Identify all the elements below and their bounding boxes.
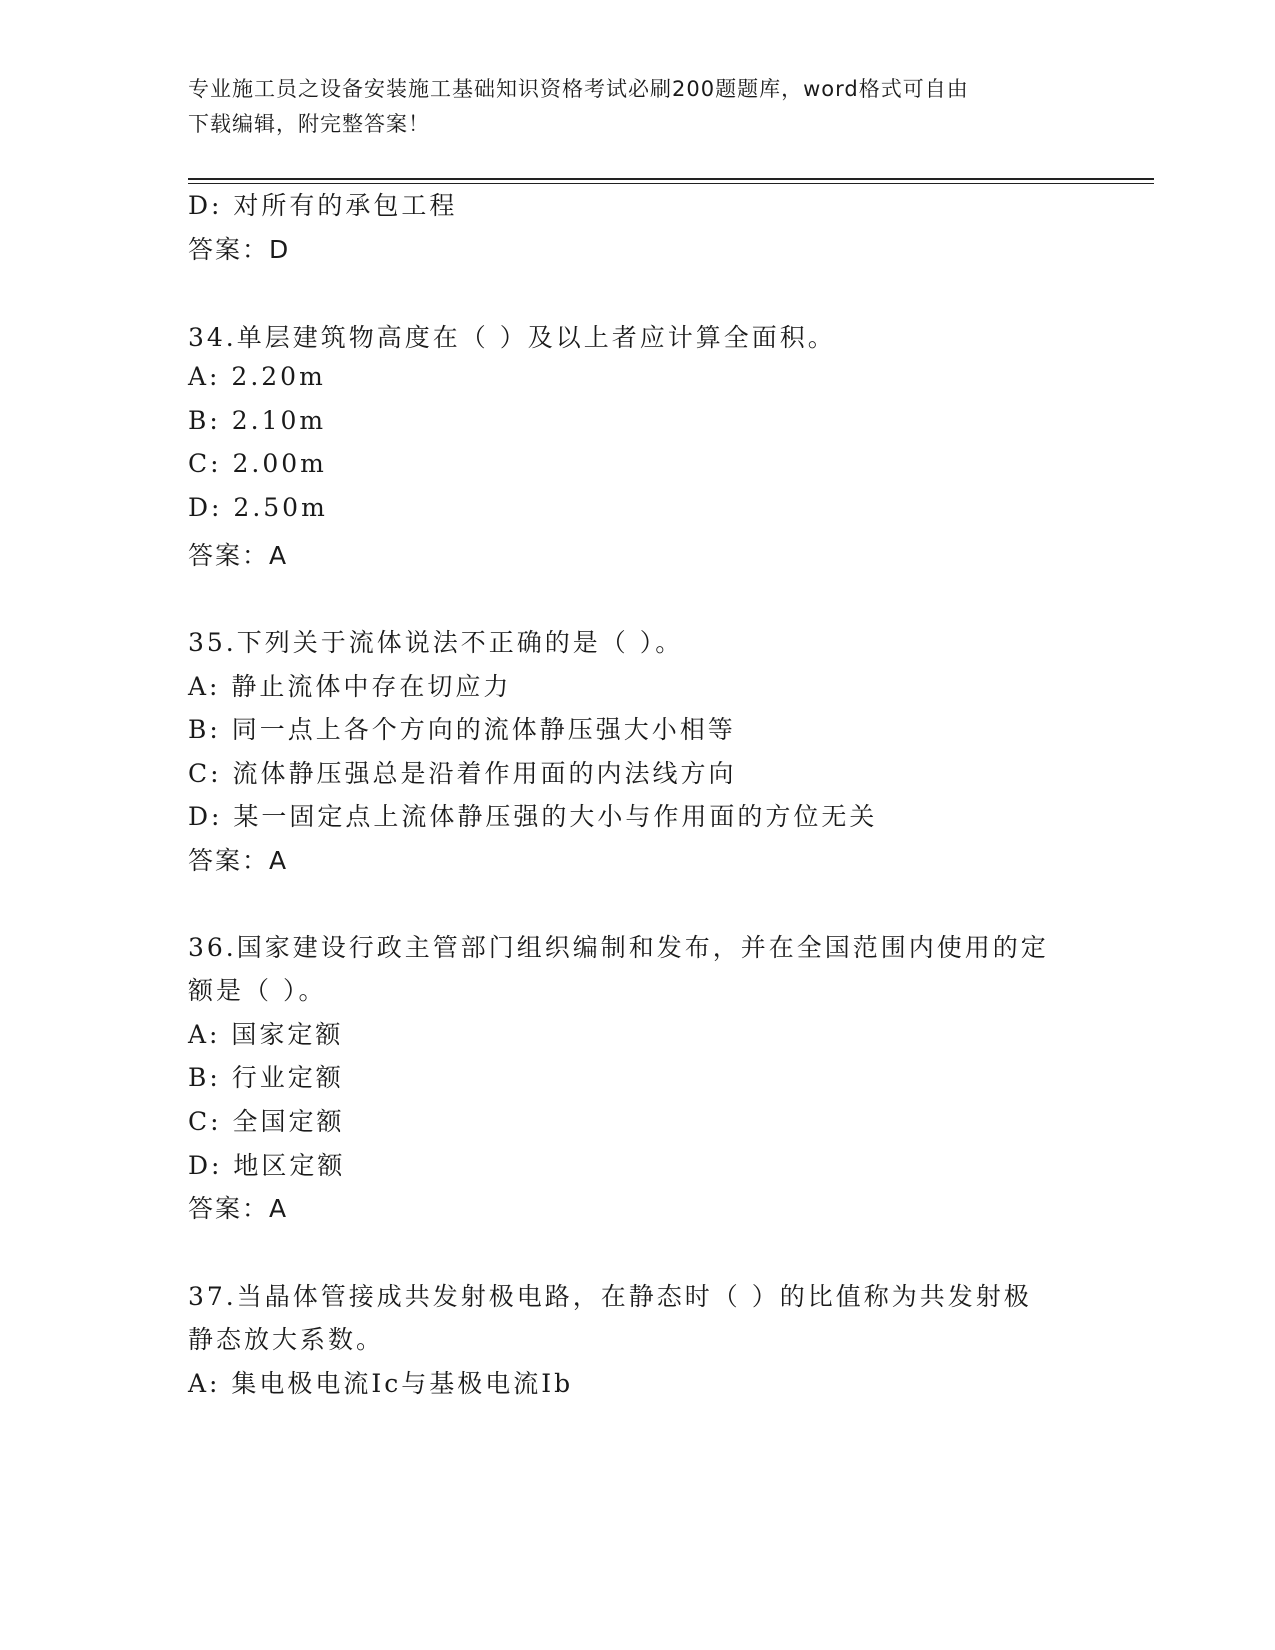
question-37-stem-line-2: 静态放大系数。 [188,1325,385,1354]
prev-option-d: D: 对所有的承包工程 [188,191,458,220]
question-36-option-a: A: 国家定额 [188,1020,344,1049]
header-divider-thin [188,183,1154,184]
question-36-stem-line-1: 36.国家建设行政主管部门组织编制和发布，并在全国范围内使用的定 [188,933,1049,962]
question-36-option-d: D: 地区定额 [188,1151,346,1180]
question-37-stem-line-1: 37.当晶体管接成共发射极电路，在静态时（ ）的比值称为共发射极 [188,1282,1032,1311]
question-34-option-a: A: 2.20m [188,362,326,391]
question-36-option-b: B: 行业定额 [188,1063,344,1092]
question-34-answer: 答案：A [188,541,289,570]
question-35-option-d: D: 某一固定点上流体静压强的大小与作用面的方位无关 [188,802,878,831]
question-34-option-b: B: 2.10m [188,406,327,435]
question-34-stem: 34.单层建筑物高度在（ ）及以上者应计算全面积。 [188,323,836,352]
question-35-option-c: C: 流体静压强总是沿着作用面的内法线方向 [188,759,737,788]
question-37-option-a: A: 集电极电流Ic与基极电流Ib [188,1369,574,1398]
question-35-stem: 35.下列关于流体说法不正确的是（ ）。 [188,628,684,657]
prev-answer: 答案：D [188,235,291,264]
document-header [188,72,1088,142]
question-34-option-c: C: 2.00m [188,449,327,478]
question-35-option-b: B: 同一点上各个方向的流体静压强大小相等 [188,715,736,744]
header-line-2: 下载编辑，附完整答案！ [188,112,430,136]
question-36-option-c: C: 全国定额 [188,1107,345,1136]
question-36-answer: 答案：A [188,1194,289,1223]
question-35-answer: 答案：A [188,846,289,875]
header-divider-thick [188,178,1154,180]
question-35-option-a: A: 静止流体中存在切应力 [188,672,512,701]
question-34-option-d: D: 2.50m [188,493,328,522]
question-36-stem-line-2: 额是（ ）。 [188,976,327,1005]
header-line-1: 专业施工员之设备安装施工基础知识资格考试必刷200题题库，word格式可自由 [188,77,969,101]
